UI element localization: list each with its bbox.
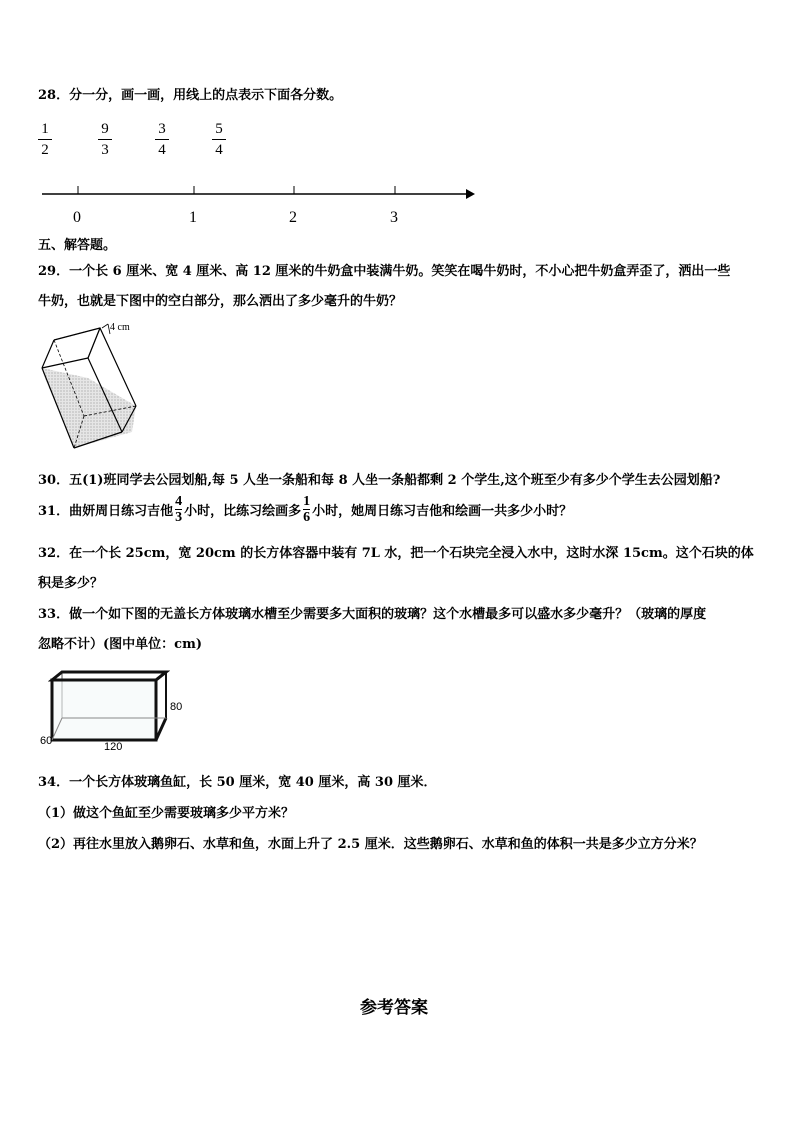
- milk-box-figure: [36, 318, 146, 458]
- q30-text: 30．五(1)班同学去公园划船,每 5 人坐一条船和每 8 人坐一条船都剩 2 个学生,这个班至少有多少个学生去公园划船?: [38, 473, 721, 488]
- q33-line2: 忽略不计）(图中单位：cm): [38, 637, 202, 652]
- answer-title: 参考答案: [360, 998, 428, 1018]
- fraction-4: 5 4: [212, 120, 226, 159]
- tank-height-label: 80: [170, 701, 183, 713]
- q31-fraction-2: 1 6: [303, 494, 311, 525]
- fraction-1: 1 2: [38, 120, 52, 159]
- tick-label-0: 0: [73, 209, 81, 226]
- q34-sub1: （1）做这个鱼缸至少需要玻璃多少平方米？: [38, 806, 295, 821]
- tick-label-2: 2: [289, 209, 297, 226]
- fraction-3: 3 4: [155, 120, 169, 159]
- tank-depth-label: 60: [40, 735, 53, 747]
- tick-label-1: 1: [189, 209, 197, 226]
- q34-line1: 34．一个长方体玻璃鱼缸，长 50 厘米，宽 40 厘米，高 30 厘米．: [38, 775, 437, 790]
- q29-line1: 29．一个长 6 厘米、宽 4 厘米、高 12 厘米的牛奶盒中装满牛奶。笑笑在喝牛奶时，不小心把牛奶盒弄歪了，洒出一些: [38, 264, 731, 279]
- q32-line2: 积是多少？: [38, 576, 104, 591]
- glass-tank-figure: [48, 670, 170, 746]
- number-line: [38, 184, 478, 206]
- q34-sub2: （2）再往水里放入鹅卵石、水草和鱼，水面上升了 2.5 厘米．这些鹅卵石、水草和鱼的体积一共是多少立方分米？: [38, 837, 703, 852]
- section-heading: 五、解答题。: [38, 238, 117, 253]
- tank-length-label: 120: [104, 741, 123, 753]
- q31-text: 31．曲妍周日练习吉他 4 3 小时，比练习绘画多 1 6 小时，她周日练习吉他和绘画一共多少小时？: [38, 494, 573, 525]
- q33-line1: 33．做一个如下图的无盖长方体玻璃水槽至少需要多大面积的玻璃？这个水槽最多可以盛水多少毫升？（玻璃的厚度: [38, 607, 707, 622]
- q28-text: 28．分一分，画一画，用线上的点表示下面各分数。: [38, 88, 343, 103]
- fraction-2: 9 3: [98, 120, 112, 159]
- figure-label-4cm: 4 cm: [110, 322, 130, 333]
- q32-line1: 32．在一个长 25cm，宽 20cm 的长方体容器中装有 7L 水，把一个石块完全浸入水中，这时水深 15cm。这个石块的体: [38, 546, 754, 561]
- q31-fraction-1: 4 3: [175, 494, 183, 525]
- tick-label-3: 3: [390, 209, 398, 226]
- q29-line2: 牛奶，也就是下图中的空白部分，那么洒出了多少毫升的牛奶？: [38, 294, 403, 309]
